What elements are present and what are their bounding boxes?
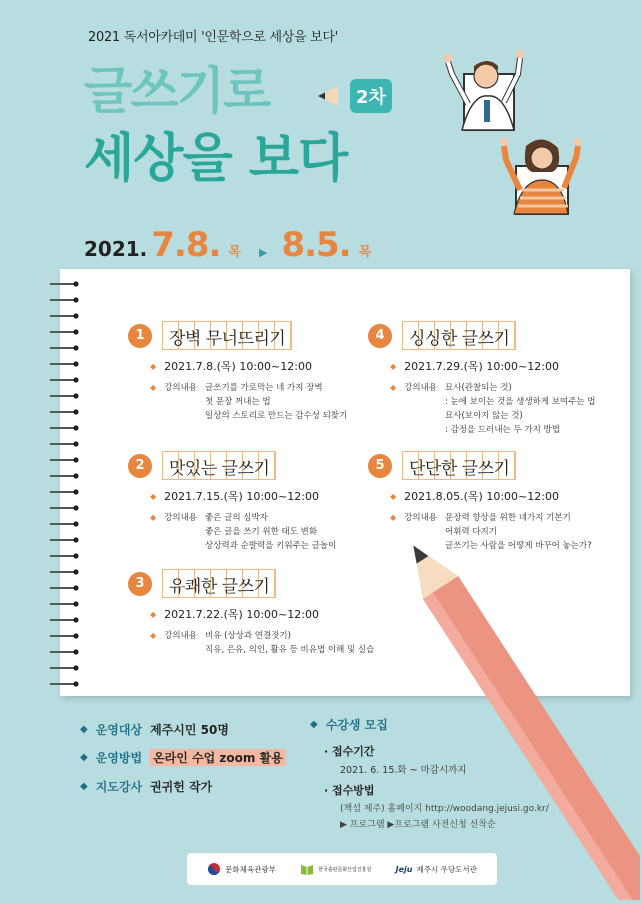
diamond-bullet-icon: ◆ xyxy=(80,724,88,735)
org2-logo xyxy=(300,863,371,875)
start-day-of-week: 목 xyxy=(228,245,241,260)
content-line: : 눈에 보이는 것을 생생하게 보여주는 법 xyxy=(445,397,596,407)
session-2 xyxy=(128,451,336,553)
spiral-binding-icon xyxy=(46,278,80,688)
content-line: 어휘력 다지기 xyxy=(445,527,497,537)
diamond-bullet-icon: ◆ xyxy=(390,491,397,501)
session-5 xyxy=(368,451,592,553)
info-instructor xyxy=(80,778,212,795)
how-value-program: ▶ 프로그램 ▶프로그램 사전신청 선착순 xyxy=(340,820,496,830)
content-line: 일상의 스토리로 만드는 감수성 되찾기 xyxy=(205,411,348,421)
session-title: 맛있는 글쓰기 xyxy=(162,451,276,480)
diamond-bullet-icon: ◆ xyxy=(150,631,157,640)
content-line: 좋은 글을 쓰기 위한 태도 변화 xyxy=(205,527,318,537)
diamond-bullet-icon: ◆ xyxy=(390,513,397,522)
content-line: 직유, 은유, 의인, 활유 등 비유법 이해 및 실습 xyxy=(205,645,375,655)
session-date: 2021.7.15.(목) 10:00~12:00 xyxy=(164,490,319,503)
diamond-bullet-icon: ◆ xyxy=(80,752,88,763)
sponsor-footer xyxy=(187,853,497,885)
content-label: 강의내용 xyxy=(164,631,198,641)
event-subtitle: 2021 독서아카데미 '인문학으로 세상을 보다' xyxy=(88,30,338,45)
instructor-label: 지도강사 xyxy=(95,780,143,794)
org1-logo xyxy=(207,862,276,876)
session-title: 장벽 무너뜨리기 xyxy=(162,321,292,350)
diamond-bullet-icon: ◆ xyxy=(150,609,157,619)
org1-name: 문화체육관광부 xyxy=(225,864,276,874)
diamond-bullet-icon: ◆ xyxy=(80,781,88,792)
pencil-tip-icon xyxy=(318,84,352,108)
date-year-prefix: 2021. xyxy=(84,237,148,261)
content-line: 글쓰기는 사람을 어떻게 바꾸어 놓는가? xyxy=(445,541,592,551)
session-title: 단단한 글쓰기 xyxy=(402,451,516,480)
session-4 xyxy=(368,321,595,437)
session-number: 2 xyxy=(128,454,152,478)
man-waving-illustration xyxy=(438,44,528,136)
diamond-bullet-icon: ◆ xyxy=(150,361,157,371)
content-line: : 감정을 드러내는 두 가지 방법 xyxy=(445,425,560,435)
method-label: 운영방법 xyxy=(95,751,143,765)
session-3 xyxy=(128,569,374,657)
diamond-bullet-icon: ◆ xyxy=(150,513,157,522)
diamond-bullet-icon: ◆ xyxy=(150,491,157,501)
session-date: 2021.7.8.(목) 10:00~12:00 xyxy=(164,360,312,373)
diamond-bullet-icon: ◆ xyxy=(150,383,157,392)
method-value: 온라인 수업 zoom 활용 xyxy=(150,749,286,766)
diamond-bullet-icon: ◆ xyxy=(310,719,318,730)
content-line: 문장력 향상을 위한 네가지 기본기 xyxy=(445,513,571,523)
how-label: · 접수방법 xyxy=(324,784,375,797)
main-title-line2: 세상을 보다 xyxy=(84,129,348,189)
diamond-bullet-icon: ◆ xyxy=(390,361,397,371)
event-period xyxy=(84,225,371,265)
org2-name: 한국출판문화산업진흥원 xyxy=(318,866,372,873)
content-line: 묘사(관찰되는 것) xyxy=(445,383,512,393)
jeju-logo-mark: Jeju xyxy=(395,864,413,874)
target-label: 운영대상 xyxy=(95,723,143,737)
session-title: 싱싱한 글쓰기 xyxy=(402,321,516,350)
content-line: 상상력과 순발력을 키워주는 글놀이 xyxy=(205,541,337,551)
recruit-heading xyxy=(310,716,388,733)
pencil-icon xyxy=(400,545,640,900)
content-label: 강의내용 xyxy=(404,513,438,523)
content-line: 묘사(보이지 않는 것) xyxy=(445,411,523,421)
diamond-bullet-icon: ◆ xyxy=(390,383,397,392)
main-title-line1: 글쓰기로 xyxy=(84,62,270,120)
round-badge: 2차 xyxy=(350,79,392,113)
session-number: 3 xyxy=(128,572,152,596)
session-date: 2021.8.05.(목) 10:00~12:00 xyxy=(404,490,559,503)
end-day-of-week: 목 xyxy=(358,245,372,260)
session-number: 4 xyxy=(368,324,392,348)
period-label: · 접수기간 xyxy=(324,745,375,758)
session-date: 2021.7.22.(목) 10:00~12:00 xyxy=(164,608,319,621)
session-1 xyxy=(128,321,347,423)
recruit-title: 수강생 모집 xyxy=(325,718,388,732)
book-icon xyxy=(300,863,314,875)
session-number: 1 xyxy=(128,324,152,348)
info-method xyxy=(80,749,286,766)
woman-waving-illustration xyxy=(496,128,586,220)
info-target xyxy=(80,721,229,738)
content-label: 강의내용 xyxy=(164,513,198,523)
content-label: 강의내용 xyxy=(164,383,198,393)
instructor-value: 권귀헌 작가 xyxy=(150,780,213,794)
start-date: 7.8. xyxy=(151,225,221,265)
session-date: 2021.7.29.(목) 10:00~12:00 xyxy=(404,360,559,373)
content-line: 비유 (상상과 연결짓기) xyxy=(205,631,291,641)
session-title: 유쾌한 글쓰기 xyxy=(162,569,276,598)
session-number: 5 xyxy=(368,454,392,478)
content-line: 좋은 글의 심박자 xyxy=(205,513,268,523)
arrow-right-icon: ▶ xyxy=(258,246,268,259)
period-value: 2021. 6. 15.화 ~ 마감시까지 xyxy=(340,765,467,776)
end-date: 8.5. xyxy=(281,225,351,265)
content-line: 글쓰기를 가로막는 네 가지 장벽 xyxy=(205,383,323,393)
taegeuk-icon xyxy=(207,862,221,876)
org3-logo xyxy=(396,864,477,875)
target-value: 제주시민 50명 xyxy=(150,723,229,737)
content-label: 강의내용 xyxy=(404,383,438,393)
org3-name: 제주시 우당도서관 xyxy=(416,864,477,874)
content-line: 첫 문장 꺼내는 법 xyxy=(205,397,271,407)
how-value-homepage: (책섬 제주) 홈페이지 http://woodang.jejusi.go.kr/ xyxy=(340,804,549,814)
